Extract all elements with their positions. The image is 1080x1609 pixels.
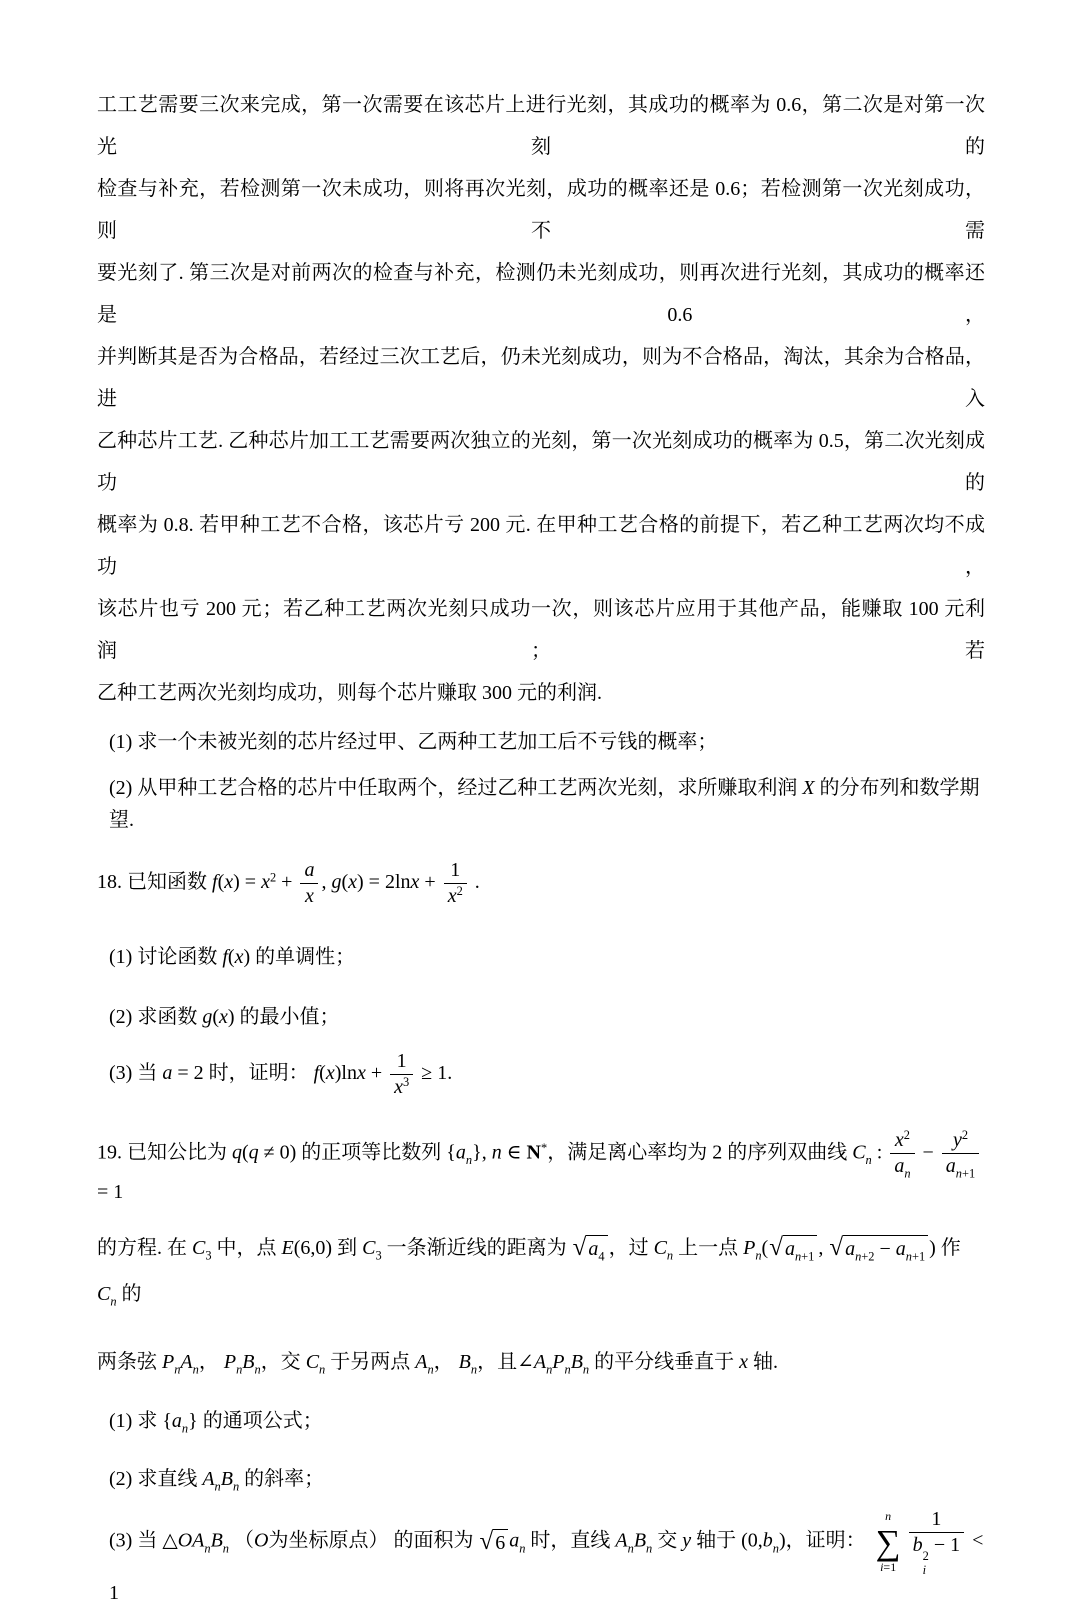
question19-heading: 19. 已知公比为 q(q ≠ 0) 的正项等比数列 $\{a_n\}$, n ∈ N*，满足离心率均为 2 的序列双曲线 $C_n$ : $\frac{x^2}{a_n}$ − $\frac{y^2}{a_{n+1}}$ = 1 — [97, 1128, 985, 1205]
q17-paragraph-line-4: 并判断其是否为合格品，若经过三次工艺后，仍未光刻成功，则为不合格品，淘汰，其余为合格品，进入 — [97, 346, 985, 410]
q17-paragraph-line-6: 概率为 0.8. 若甲种工艺不合格，该芯片亏 200 元. 在甲种工艺合格的前提下，若乙种工艺两次均不成功， — [97, 514, 985, 578]
q19-body-line-2: 的方程. 在 $C_3$ 中，点 E(6,0) 到 $C_3$ 一条渐近线的距离为 √ $a_4$ ，过 $C_n$ 上一点 $P_n$( √ $a_{n+1}$ , √ $a_{n+2} - a_{n+1}$ ) 作 $C_n$ 的 — [97, 1234, 961, 1309]
q17-paragraph-line-2: 检查与补充，若检测第一次未成功，则将再次光刻，成功的概率还是 0.6；若检测第一次光刻成功，则不需 — [97, 178, 985, 242]
q17-paragraph-line-7: 该芯片也亏 200 元；若乙种工艺两次光刻只成功一次，则该芯片应用于其他产品，能赚取 100 元利润；若 — [97, 598, 985, 662]
q19-subquestion-2: (2) 求直线 $A_nB_n$ 的斜率； — [109, 1467, 325, 1494]
q19-subquestion-3: (3) 当 $\triangle OA_nB_n$ （O为坐标原点） 的面积为 √ 6 $a_n$ 时，直线 $A_nB_n$ 交 y 轴于 $(0,b_n)$，证明： n ∑ i=1 1 b 2 i − 1 < 1 — [109, 1507, 984, 1605]
q17-paragraph-line-1: 工工艺需要三次来完成，第一次需要在该芯片上进行光刻，其成功的概率为 0.6，第二次是对第一次光刻的 — [97, 94, 985, 158]
q17-paragraph-line-8: 乙种工艺两次光刻均成功，则每个芯片赚取 300 元的利润. — [97, 682, 602, 704]
q17-subquestion-2: (2) 从甲种工艺合格的芯片中任取两个，经过乙种工艺两次光刻，求所赚取利润 X 的分布列和数学期望. — [109, 777, 980, 831]
q17-paragraph-line-3: 要光刻了. 第三次是对前两次的检查与补充，检测仍未光刻成功，则再次进行光刻，其成功的概率还是 0.6， — [97, 262, 985, 326]
q19-subquestion-1: (1) 求 $\{a_n\}$ 的通项公式； — [109, 1409, 323, 1436]
question18-heading: 18. 已知函数 $f(x) = x^2$ + $\frac{a}{x}$ , g(x) = 2lnx + $\frac{1}{x^2}$ . — [97, 859, 480, 907]
q18-subquestion-3: (3) 当 a = 2 时，证明： f(x)lnx + $\frac{1}{x^3}$ ≥ 1. — [109, 1050, 453, 1098]
q18-subquestion-1: (1) 讨论函数 f(x) 的单调性； — [109, 946, 356, 968]
q17-subquestion-1: (1) 求一个未被光刻的芯片经过甲、乙两种工艺加工后不亏钱的概率； — [109, 731, 718, 753]
q18-subquestion-2: (2) 求函数 g(x) 的最小值； — [109, 1006, 340, 1028]
q17-paragraph-line-5: 乙种芯片工艺. 乙种芯片加工工艺需要两次独立的光刻，第一次光刻成功的概率为 0.5，第二次光刻成功的 — [97, 430, 985, 494]
question17-body — [97, 84, 985, 714]
q19-body-line-3: 两条弦 $P_nA_n$， $P_nB_n$，交 $C_n$ 于另两点 $A_n$， $B_n$，且$\angle A_nP_nB_n$ 的平分线垂直于 x 轴. — [97, 1350, 778, 1377]
